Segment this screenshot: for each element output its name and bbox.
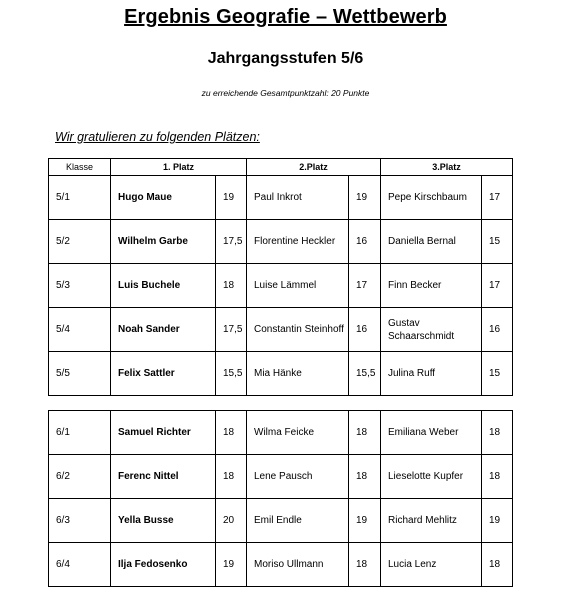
table-row xyxy=(49,220,513,264)
first-place-points: 18 xyxy=(216,455,247,499)
first-place-points: 18 xyxy=(216,411,247,455)
first-place-points: 15,5 xyxy=(216,352,247,396)
third-place-name: Emiliana Weber xyxy=(381,411,482,455)
klasse-cell: 6/3 xyxy=(49,499,111,543)
max-points-note: zu erreichende Gesamtpunktzahl: 20 Punkte xyxy=(201,88,370,98)
first-place-name: Luis Buchele xyxy=(111,264,216,308)
klasse-cell: 5/1 xyxy=(49,176,111,220)
table-row xyxy=(49,411,513,455)
second-place-points: 19 xyxy=(349,499,381,543)
third-place-name: Daniella Bernal xyxy=(381,220,482,264)
third-place-name: Pepe Kirschbaum xyxy=(381,176,482,220)
first-place-name: Felix Sattler xyxy=(111,352,216,396)
table-row xyxy=(49,176,513,220)
second-place-points: 18 xyxy=(349,543,381,587)
second-place-name: Florentine Heckler xyxy=(247,220,349,264)
third-place-name: Lieselotte Kupfer xyxy=(381,455,482,499)
second-place-name: Emil Endle xyxy=(247,499,349,543)
second-place-points: 18 xyxy=(349,455,381,499)
third-place-name: Julina Ruff xyxy=(381,352,482,396)
results-table-grade-6 xyxy=(48,410,513,587)
second-place-points: 16 xyxy=(349,220,381,264)
column-header-third-place: 3.Platz xyxy=(381,159,513,176)
klasse-cell: 5/4 xyxy=(49,308,111,352)
first-place-points: 19 xyxy=(216,543,247,587)
third-place-points: 18 xyxy=(482,543,513,587)
first-place-points: 19 xyxy=(216,176,247,220)
third-place-points: 15 xyxy=(482,352,513,396)
klasse-cell: 6/4 xyxy=(49,543,111,587)
second-place-name: Paul Inkrot xyxy=(247,176,349,220)
first-place-name: Noah Sander xyxy=(111,308,216,352)
second-place-name: Mia Hänke xyxy=(247,352,349,396)
first-place-name: Samuel Richter xyxy=(111,411,216,455)
table-row xyxy=(49,308,513,352)
second-place-name: Constantin Steinhoff xyxy=(247,308,349,352)
third-place-name: Richard Mehlitz xyxy=(381,499,482,543)
table-row xyxy=(49,499,513,543)
column-header-klasse: Klasse xyxy=(49,159,111,176)
second-place-name: Luise Lämmel xyxy=(247,264,349,308)
first-place-name: Yella Busse xyxy=(111,499,216,543)
column-header-first-place: 1. Platz xyxy=(111,159,247,176)
third-place-points: 18 xyxy=(482,455,513,499)
first-place-name: Hugo Maue xyxy=(111,176,216,220)
third-place-name: Finn Becker xyxy=(381,264,482,308)
table-row xyxy=(49,543,513,587)
klasse-cell: 5/3 xyxy=(49,264,111,308)
column-header-second-place: 2.Platz xyxy=(247,159,381,176)
second-place-points: 18 xyxy=(349,411,381,455)
first-place-points: 20 xyxy=(216,499,247,543)
table-header-row xyxy=(49,159,513,176)
congratulations-heading: Wir gratulieren zu folgenden Plätzen: xyxy=(55,130,260,144)
third-place-name: Lucia Lenz xyxy=(381,543,482,587)
second-place-points: 15,5 xyxy=(349,352,381,396)
page-subtitle: Jahrgangsstufen 5/6 xyxy=(207,50,364,67)
third-place-points: 17 xyxy=(482,264,513,308)
second-place-name: Lene Pausch xyxy=(247,455,349,499)
second-place-points: 16 xyxy=(349,308,381,352)
page-title: Ergebnis Geografie – Wettbewerb xyxy=(124,6,447,28)
first-place-name: Ferenc Nittel xyxy=(111,455,216,499)
third-place-name: Gustav Schaarschmidt xyxy=(381,308,482,352)
third-place-points: 15 xyxy=(482,220,513,264)
third-place-points: 16 xyxy=(482,308,513,352)
first-place-points: 17,5 xyxy=(216,308,247,352)
klasse-cell: 6/2 xyxy=(49,455,111,499)
table-row xyxy=(49,264,513,308)
second-place-points: 17 xyxy=(349,264,381,308)
table-row xyxy=(49,455,513,499)
klasse-cell: 5/2 xyxy=(49,220,111,264)
third-place-points: 17 xyxy=(482,176,513,220)
first-place-points: 18 xyxy=(216,264,247,308)
first-place-points: 17,5 xyxy=(216,220,247,264)
results-table-grade-5 xyxy=(48,158,513,396)
second-place-points: 19 xyxy=(349,176,381,220)
klasse-cell: 5/5 xyxy=(49,352,111,396)
table-row xyxy=(49,352,513,396)
third-place-points: 19 xyxy=(482,499,513,543)
third-place-points: 18 xyxy=(482,411,513,455)
first-place-name: Wilhelm Garbe xyxy=(111,220,216,264)
first-place-name: Ilja Fedosenko xyxy=(111,543,216,587)
second-place-name: Moriso Ullmann xyxy=(247,543,349,587)
klasse-cell: 6/1 xyxy=(49,411,111,455)
second-place-name: Wilma Feicke xyxy=(247,411,349,455)
